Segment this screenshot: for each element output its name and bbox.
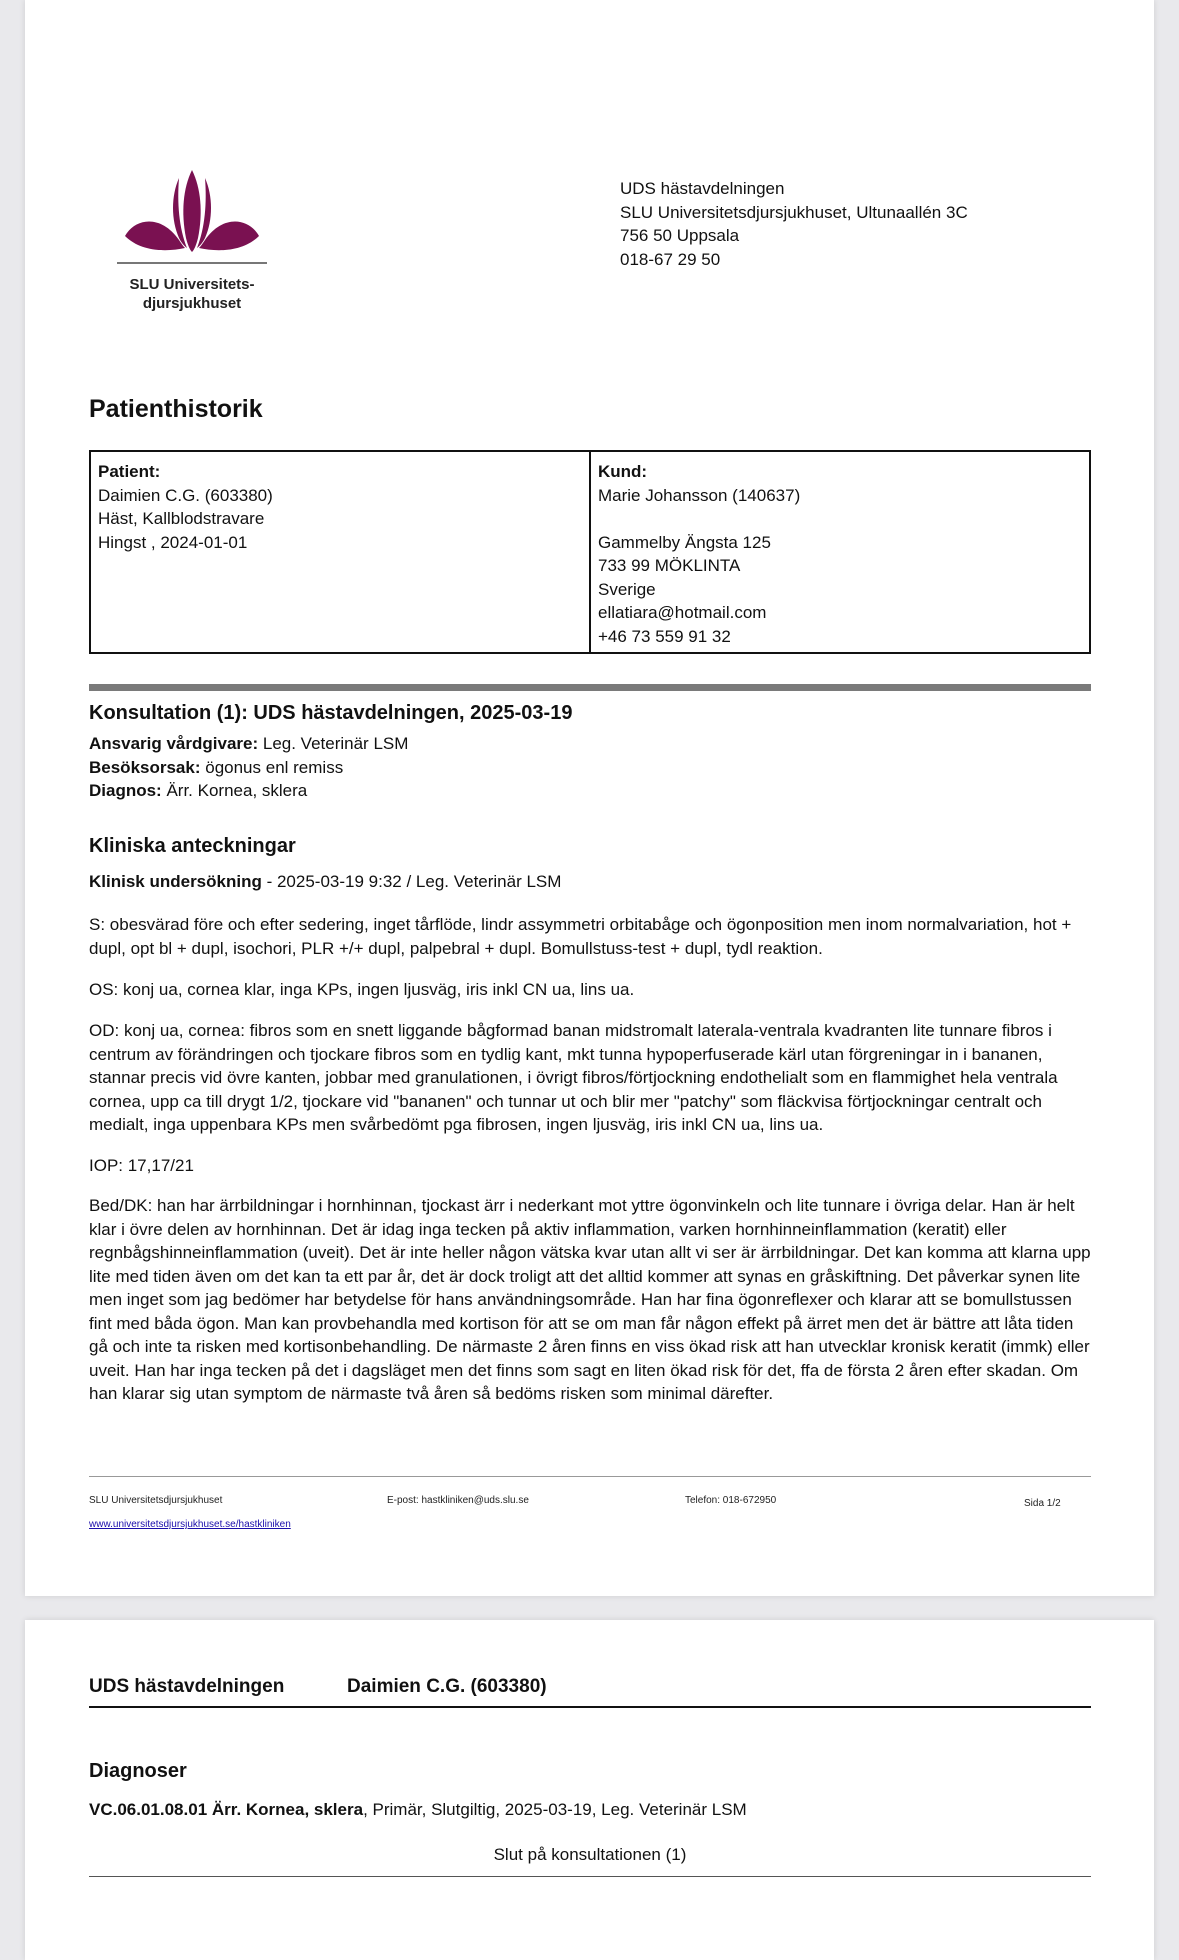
- info-table: [89, 450, 1091, 654]
- footer-divider: [89, 1476, 1091, 1477]
- patient-name: Daimien C.G. (603380): [98, 485, 273, 505]
- clinic-postal: 756 50 Uppsala: [620, 226, 740, 245]
- consultation-end: Slut på konsultationen (1): [493, 1845, 687, 1864]
- reason-row: [89, 756, 408, 780]
- page-title: Patienthistorik: [89, 395, 263, 423]
- footer-email: E-post: hastkliniken@uds.slu.se: [387, 1495, 529, 1506]
- customer-country: Sverige: [598, 579, 656, 599]
- customer-street: Gammelby Ängsta 125: [598, 532, 771, 552]
- customer-email: ellatiara@hotmail.com: [598, 603, 767, 622]
- logo-text: [117, 275, 267, 313]
- clinic-address: [620, 177, 968, 271]
- footer-org: SLU Universitetsdjursjukhuset: [89, 1495, 223, 1506]
- diagnosis-entry: [89, 1800, 747, 1820]
- patient-species: Häst, Kallblodstravare: [98, 509, 265, 528]
- diagnoses-title: Diagnoser: [89, 1760, 187, 1782]
- customer-label: Kund:: [598, 462, 648, 481]
- clinic-name: UDS hästavdelningen: [620, 179, 785, 198]
- customer-name: Marie Johansson (140637): [598, 485, 801, 505]
- note-assessment: Bed/DK: han har ärrbildningar i hornhinnan, tjockast ärr i nederkant mot yttre ögonvinkeln och lite tunnare i övriga delar. Han är helt klar i övre delen av hornhinnan. Det är idag inga tecken på aktiv inflammation, varken hornhinneinflammation (keratit) eller regnbågshinneinflammation (uveit). Det är inte heller någon vätska kvar utan allt vi ser är ärrbildningar. Det kan komma att klarna upp lite med tiden även om det kan ta ett par år, det är dock troligt att det alltid kommer att synas en gråskiftning. Det påverkar synen lite men inget som jag bedömer har betydelse för hans användningsområde. Han har fina ögonreflexer och klarar att se bomullstussen fint med båda ögon. Man kan provbehandla med kortison för att se om man får någon effekt på ärret men det är bättre att låta tiden gå och inte ta risken med kortisonbehandling. De närmaste 2 åren finns en viss ökad risk att han utvecklar kronisk keratit (immk) eller uveit. Han har inga tecken på det i dagsläget men det finns som sagt en liten ökad risk för det, ffa de första 2 åren efter skadan. Om han klarar sig utan symptom de närmaste två åren så bedöms risken som minimal därefter.: [89, 1196, 1091, 1403]
- customer-info: [591, 452, 1089, 652]
- page2-dept: UDS hästavdelningen: [89, 1676, 285, 1697]
- customer-phone: +46 73 559 91 32: [598, 626, 731, 646]
- patient-sex-birth: Hingst , 2024-01-01: [98, 532, 248, 552]
- end-divider: [89, 1876, 1091, 1877]
- responsible-value: Leg. Veterinär LSM: [258, 734, 409, 753]
- note-od: OD: konj ua, cornea: fibros som en snett liggande bågformad banan midstromalt laterala-ventrala kvadranten lite tunnare fibros i centrum av förändringen och tjockare fibros som en tydlig kant, mkt tunna hypoperfuserade kärl utan förgreningar in i bananen, stannar precis vid övre kanten, jobbar med granulationen, i övrigt fibros/förtjockning endothelialt som en flammighet hela ventrala cornea, upp ca till drygt 1/2, tjockare vid "bananen" och tunnar ut och blir mer "patchy" som fläckvisa förtjockningar centralt och medialt, inga uppenbara KPs men svårbedömt pga fibrosen, ingen ljusväg, iris inkl CN ua, lins ua.: [89, 1021, 1058, 1134]
- diagnosis-details: , Primär, Slutgiltig, 2025-03-19, Leg. Veterinär LSM: [363, 1800, 747, 1819]
- page-1: [25, 0, 1154, 1596]
- reason-label: Besöksorsak:: [89, 757, 201, 777]
- footer-website-link[interactable]: www.universitetsdjursjukhuset.se/hastkliniken: [89, 1519, 291, 1530]
- diagnosis-row: [89, 779, 408, 803]
- responsible-row: [89, 732, 408, 756]
- exam-label: Klinisk undersökning: [89, 872, 262, 891]
- section-divider: [89, 684, 1091, 691]
- page2-patient: Daimien C.G. (603380): [347, 1676, 547, 1697]
- note-iop: IOP: 17,17/21: [89, 1156, 194, 1175]
- consultation-meta: [89, 732, 408, 803]
- footer-page-number: Sida 1/2: [1024, 1498, 1061, 1509]
- customer-postal: 733 99 MÖKLINTA: [598, 556, 741, 575]
- reason-value: ögonus enl remiss: [200, 757, 344, 777]
- diagnosis-label: Diagnos:: [89, 781, 162, 800]
- note-os: OS: konj ua, cornea klar, inga KPs, ingen ljusväg, iris inkl CN ua, lins ua.: [89, 980, 635, 999]
- patient-info: [91, 452, 591, 652]
- note-subjective: S: obesvärad före och efter sedering, inget tårflöde, lindr assymmetri orbitabåge och ögonposition men inom normalvariation, hot + dupl, opt bl + dupl, isochori, PLR +/+ dupl, palpebral + dupl. Bomullstuss-test + dupl, tydl reaktion.: [89, 915, 1072, 958]
- diagnosis-value: Ärr. Kornea, sklera: [161, 781, 308, 800]
- consultation-title: Konsultation (1): UDS hästavdelningen, 2025-03-19: [89, 702, 573, 724]
- footer-phone: Telefon: 018-672950: [685, 1495, 777, 1506]
- clinic-phone: 018-67 29 50: [620, 249, 721, 269]
- page-2: [25, 1620, 1154, 1960]
- clinic-street: SLU Universitetsdjursjukhuset, Ultunaallén 3C: [620, 202, 968, 222]
- exam-meta: - 2025-03-19 9:32 / Leg. Veterinär LSM: [261, 872, 562, 891]
- exam-header: [89, 872, 561, 892]
- responsible-label: Ansvarig vårdgivare:: [89, 734, 259, 753]
- patient-label: Patient:: [98, 462, 161, 481]
- logo-line-2: djursjukhuset: [142, 295, 242, 312]
- diagnosis-code: VC.06.01.08.01 Ärr. Kornea, sklera: [89, 1800, 364, 1819]
- slu-logo-icon: [117, 168, 267, 268]
- logo-line-1: SLU Universitets-: [129, 276, 255, 293]
- page2-header: [89, 1676, 1091, 1708]
- notes-title: Kliniska anteckningar: [89, 835, 296, 857]
